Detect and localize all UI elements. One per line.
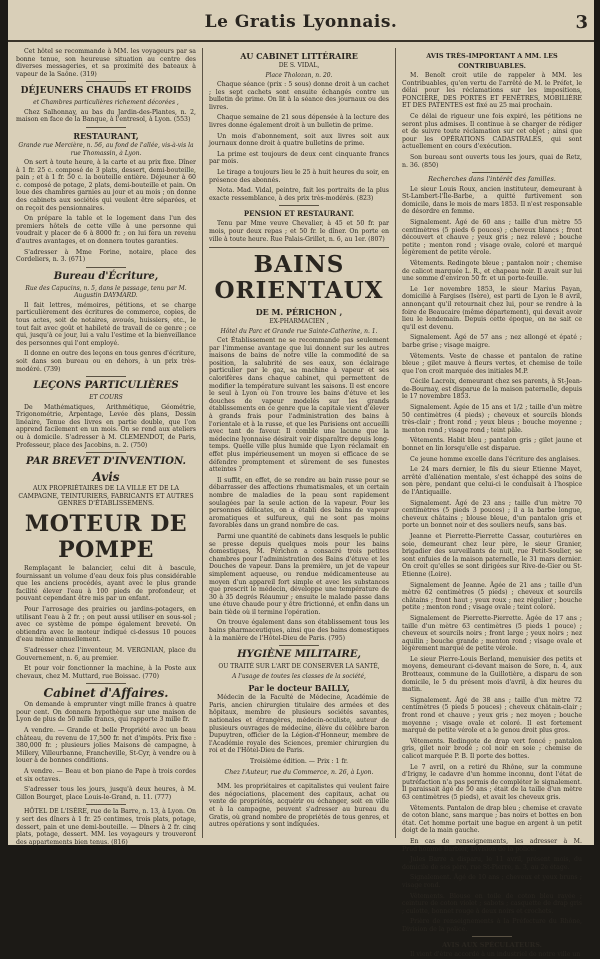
avis-contribuables-heading: AVIS TRÈS-IMPORTANT A MM. LES CONTRIBUABLES.: [426, 52, 558, 70]
bureau-heading: Bureau d'Écriture,: [53, 270, 159, 282]
moteur-text: Et pour voir fonctionner la machine, à la Poste aux chevaux, chez M. Muttard, rue Boissac. (770): [16, 665, 196, 680]
divider: [86, 683, 126, 684]
recherches-text: Vêtements. Redingote bleue ; pantalon noir ; chemise de calicot marquée L. R., et chapeau noir. Il avait sur lui une somme d'environ 50 fr. et un porte-feuille.: [402, 259, 582, 283]
restaurant-text: On prépare la table et le logement dans l'un des premiers hôtels de cette ville à une personne qui voudrait y placer de 6 à 8000 fr. ; on lui fera un revenu d'autres avantages, et on donnera toutes garanties.: [16, 215, 196, 245]
divider: [86, 452, 126, 453]
speculateurs-heading: AVIS AUX SPÉCULATEURS.: [442, 941, 542, 950]
cabinet-litteraire-text: Le tirage a toujours lieu le 25 à huit heures du soir, en présence des abonnés.: [209, 168, 389, 184]
speculateurs-text: Il vient d'être accordé à un industriel de notre ville un: [410, 951, 581, 959]
recherches-text: Ce jeune homme excelle dans l'écriture des anglaises.: [410, 455, 581, 463]
avis-contribuables-text: Son bureau sont ouverts tous les jours, quai de Retz, n. 36. (850): [402, 153, 582, 169]
recherches-text: Jules Barre a disparu, le 11 avril, présent mois, du domicile de ses père, rue St-Pierre, n. 3, au 2e étage.: [402, 856, 582, 871]
lecons-text: De Mathématiques, Arithmétique, Géométrie, Trigonométrie, Arpentage, Levée des plans, Dessin linéaire, Tenue des livres en partie double, que l'on apprend facilement en un mois. On se rend aux ateliers ou à domicile. S'adresser à M. CLEMENDOT, de Paris, Professeur, place des Jacobins, n. 2. (750): [16, 403, 196, 449]
recherches-text: Signalement. Âgé de 10 ans ; cheveux et yeux bruns ; visage rond.: [402, 874, 582, 889]
avis-contribuables-text: M. Benoît croit utile de rappeler à MM. les Contribuables, qu'en vertu de l'arrêté de M. le Préfet, le délai pour les réclamations sur les impositions, FONCIÈRE, DES PORTES ET FENÊTRES, MOBILIÈRE ET DES PATENTES est fixé au 25 mai prochain.: [402, 72, 582, 110]
moteur-text: Remplaçant le balancier, celui dit à bascule, fournissant un volume d'eau deux fois plus considérable que les anciens procédés, ayant avec le plus grande facilité élever l'eau à 100 pieds de profondeur, et pouvant cependant être mis par un enfant.: [16, 564, 196, 603]
cabinet-text: S'adresser tous les jours, jusqu'à deux heures, à M. Gillon Bourget, place Louis-le-Grand, n. 11. (777): [16, 786, 196, 801]
divider: [279, 779, 319, 780]
recherches-text: Prière de renseignements à la Préfecture du Rhône, Division de la police.: [402, 918, 582, 933]
recherches-text: Vêtements. Pantalon de drap bleu ; chemise et cravate de coton blanc, sans marque ; bas noirs et bottes en bon état. Cet homme portait une bague en argent à un petit doigt de la main gauche.: [402, 804, 582, 835]
restaurant-text: S'adresser à Mme Forine, notaire, place des Cordeliers, n. 3. (671): [16, 248, 196, 264]
moteur-heading: MOTEUR DE POMPE: [24, 510, 188, 563]
recherches-heading: Recherches dans l'intérêt des familles.: [428, 175, 556, 184]
column-rule: [202, 48, 203, 838]
page-number: 3: [575, 12, 588, 33]
bureau-address: Rue des Capucins, n. 5, dans le passage, tenu par M. Augustin DAYMARD.: [25, 284, 187, 300]
recherches-text: Le 1er novembre 1853, le sieur Marius Payan, domicilié à Fargises (Isère), est parti de Lyon le 8 avril, annonçant qu'il retournait chez lui, pour se rendre à la foire de Beaucaire (même département), qui devait avoir lieu le lendemain. Depuis cette époque, on ne sait ce qu'il est devenu.: [402, 285, 582, 331]
divider: [86, 376, 126, 377]
recherches-text: Vêtements. Redingote de drap vert foncé ; pantalon gris, gilet noir brodé ; col noir en soie ; chemise de calicot marquée P. B. Il porte des bottes.: [402, 737, 582, 760]
moteur-text: S'adresser chez l'inventeur, M. VERGNIAN, place du Gouvernement, n. 6, au premier.: [16, 646, 196, 662]
cabinet-litteraire-text: Un mois d'abonnement, soit aux livres soit aux journaux donne droit à quatre bulletins de prime.: [209, 132, 389, 148]
bains-owner: DE M. PÉRICHON ,: [255, 307, 343, 318]
cabinet-heading: Cabinet d'Affaires.: [43, 686, 169, 701]
recherches-text: Cécile Lacroix, demeurant chez ses parents, à St-Jean-de-Bournay, est disparue de la maison paternelle, depuis le 17 novembre 1853.: [402, 378, 582, 401]
hygiene-author: Par le docteur BAILLY,: [248, 683, 350, 694]
newspaper-page: [8, 0, 594, 959]
column-rule: [395, 48, 396, 838]
column-3: [402, 48, 582, 959]
running-head: [8, 12, 594, 42]
restaurant-text: On sert à toute heure, à la carte et au prix fixe. Dîner à 1 fr. 25 c. composé de 3 plats, dessert, demi-bouteille, pain ; et à 1 fr. 50 c. la bouteille entière. Déjeuner à 60 c. composé de potage, 2 plats, demi-bouteille et pain. On loue des chambres garnies au jour et au mois ; on donne des cabinets aux sociétés qui veulent être séparées, et on reçoit des pensionnaires.: [16, 159, 196, 212]
cabinet-litteraire-owner: DE S. VIDAL,: [278, 62, 320, 69]
cabinet-litteraire-text: Chaque semaine de 21 sous dépensée à la lecture des livres donne également droit à un bulletin de prime.: [209, 114, 389, 129]
hygiene-subtitle: OU TRAITÉ SUR L'ART DE CONSERVER LA SANTÉ,: [218, 663, 380, 671]
dejeuners-subheading: et Chambres particulières richement décorées ,: [33, 99, 179, 107]
hygiene-heading: HYGIÈNE MILITAIRE,: [237, 649, 361, 661]
cabinet-litteraire-text: La prime est toujours de deux cent cinquante francs par mois.: [209, 150, 389, 166]
recherches-text: Vêtements. Habit bleu ; pantalon gris ; gilet jaune et bonnet en lin lorsqu'elle est disparue.: [402, 437, 582, 453]
bains-text: Parmi une quantité de cabinets dans lesquels le public se presse depuis quelques mois pour les bains domestiques, M. Périchon a consacré trois petites chambres pour l'administration des Bains d'étuve et les Douches de vapeur. Dans la première, un jet de vapeur simplement aqueuse, ou rendue médicamenteuse au moyen d'un appareil fort simple et avec les substances que prescrit le médecin, développe une température de 30 à 35 degrés Réaumur ; ensuite le malade passe dans une étuve chaude pour y être frictionné, et enfin dans un bain tiède où il termine l'opération.: [209, 532, 389, 616]
recherches-text: Le sieur Louis Roux, ancien instituteur, demeurant à St-Lambert-l'Île-Barbe, a quitté furtivement son domicile, dans le mois de mars 1853. Il n'est responsable de désordre en femme.: [402, 185, 582, 216]
hotel-intro: Cet hôtel se recommande à MM. les voyageurs par sa bonne tenue, son heureuse situation au centre des diverses messageries, et sa proximité des bateaux à vapeur de la Saône. (319): [16, 48, 196, 78]
column-1: [16, 48, 196, 846]
divider: [279, 205, 319, 206]
column-2: [209, 48, 389, 838]
recherches-text: Vêtements. Blouse en toile de coton bleu rayée ; ceinture de coton violet ; sabots ; casquette de drap gris ; culotte, bonnet rouge à deux noirs et crochets.: [402, 892, 582, 915]
recherches-text: Signalement. Âgée de 15 ans et 1/2 ; taille d'un mètre 50 centimètres (4 pieds) ; cheveux et sourcils blonds très-clair ; front rond ; yeux bleus ; bouche moyenne ; menton rond ; visage rond ; teint pâle.: [402, 404, 582, 434]
cabinet-text: On demande à emprunter vingt mille francs à quatre pour cent. On donnera hypothèque sur une maison de Lyon de plus de 50 mille francs, qui rapporte 3 mille fr.: [16, 701, 196, 724]
recherches-text: Le 24 mars dernier, le fils du sieur Etienne Mayet, arrêté d'aliénation mentale, s'est échappé des soins de son père, pendant que celui-ci le conduisait à l'hospice de l'Antiquaille.: [402, 466, 582, 496]
divider: [86, 804, 126, 805]
recherches-text: Signalement. Âgé de 23 ans ; taille d'un mètre 70 centimètres (5 pieds 3 pouces) ; il a la barbe longue, cheveux châtains ; blouse bleue, d'un pantalon gris et porte un bonnet noir et des souliers neufs, sans bas.: [402, 499, 582, 530]
brevet-heading: PAR BREVET D'INVENTION.: [26, 456, 186, 468]
cabinet-litteraire-heading: AU CABINET LITTÉRAIRE: [240, 51, 358, 61]
hygiene-subtitle: A l'usage de toutes les classes de la société,: [232, 672, 366, 680]
cabinet-litteraire-text: Chaque séance (prix : 5 sous) donne droit à un cachet ; les sept cachets sont ensuite échangés contre un bulletin de prime. On lit à la séance des journaux ou des livres.: [209, 81, 389, 111]
cabinet-text: A vendre. — Beau et bon piano de Pape à trois cordes et six octaves.: [16, 768, 196, 783]
divider: [472, 936, 512, 937]
recherches-text: Le sieur Pierre-Louis Berland, menuisier des petits et moyens, demeurant ci-devant maison de Sore, n. 4, aux Brotteaux, commune de la Guillotière, a disparu de son domicile, le 5 du présent mois d'avril, à dix heures du matin.: [402, 655, 582, 694]
recherches-text: Vêtements. Veste de chasse et pantalon de ratine bleue ; gilet mauve à fleurs vertes, et chemise de toile que l'on croit marquée des initiales M.P.: [402, 352, 582, 375]
bureau-text: Il fait lettres, mémoires, pétitions, et se charge particulièrement des écritures de commerce, copies, de tous actes, soit de notaires, avoués, huissiers, etc., le tout fait avec goût et habileté de travail de ce genre ; ce qui, jusqu'à ce jour, lui a valu l'estime et la bienveillance des personnes qui l'ont employé.: [16, 301, 196, 347]
capitalistes-text: MM. les propriétaires et capitalistes qui veulent faire des négociations, placement des capitaux, achat ou vente de propriétés, acquérir ou échanger, soit en ville et à la campagne, peuvent s'adresser au bureau du Gratis, où grand nombre de propriétés de tous genres, et autres opérations y sont indiquées.: [209, 783, 389, 829]
avis-contribuables-text: Ce délai de rigueur une fois expiré, les pétitions ne seront plus admises. Il continue à se charger de rédiger et de suivre toute réclamation sur cet objet ; ainsi que pour les OPÉRATIONS CADASTRALES, qui sont actuellement en cours d'exécution.: [402, 112, 582, 151]
moteur-text: Pour l'arrosage des prairies ou jardins-potagers, en utilisant l'eau à 2 fr. ; on peut aussi utiliser en sous-sol ; avec ce système de pompe également breveté. On obtiendra avec le moteur indiqué ci-dessus 10 pouces d'eau même annuellement.: [16, 605, 196, 644]
avis-text: AUX PROPRIÉTAIRES DE LA VILLE ET DE LA CAMPAGNE, TEINTURIERS, FABRICANTS ET AUTRES GENRES D'ÉTABLISSEMENS.: [18, 485, 194, 508]
dejeuners-text: Chez Salhonnay, au bas du Jardin-des-Plantes, n. 2, maison en face de la Banque, à l'entresol, à Lyon. (553): [16, 108, 196, 124]
recherches-text: Le 7 avril, on a retiré du Rhône, sur la commune d'Irigny, le cadavre d'un homme inconnu, dont l'état de putréfaction n'a pas permis de compléter le signalement. Il paraissait âgé de 50 ans ; était de la taille d'un mètre 63 centimètres (5 pieds), et avait les cheveux gris.: [402, 763, 582, 801]
bains-text: Il suffit, en effet, de se rendre au bain russe pour se débarrasser des affections rhumatismales, et un certain nombre de maladies de la peau sont rapidement soulagées par la seule action de la vapeur. Pour les personnes délicates, on a établi des bains de vapeur aromatiques et sulfureux, qui ne sont pas moins favorables dans un grand nombre de cas.: [209, 476, 389, 530]
divider: [279, 645, 319, 646]
restaurant-heading: RESTAURANT,: [73, 131, 139, 142]
recherches-text: En cas de renseignements, les adresser à M. Prud'homme Barbier, Division de la police.: [402, 837, 582, 853]
dejeuners-heading: DÉJEUNERS CHAUDS ET FROIDS: [20, 86, 192, 97]
recherches-text: Signalement. Âgé de 60 ans ; taille d'un mètre 55 centimètres (5 pieds 6 pouces) ; cheveux blancs ; front découvert et chauve ; yeux gris ; nez relevé ; bouche petite ; menton rond ; visage ovale, coloré et marqué légèrement de petite vérole.: [402, 219, 582, 257]
recherches-text: Signalement. Âgé de 57 ans ; nez allongé et épaté ; barbe grise ; visage maigre.: [402, 334, 582, 349]
recherches-text: Signalement. Âgé de 38 ans ; taille d'un mètre 72 centimètres (5 pieds 5 pouces) ; cheveux châtain-clair ; front rond et chauve ; yeux gris ; nez moyen ; bouche moyenne ; visage ovale et coloré. Il est fortement marqué de petite vérole et a le genou droit plus gros.: [402, 696, 582, 735]
pension-text: Tenu par Mme veuve Chevalier, à 45 et 50 fr. par mois, pour deux repas ; et 50 fr. le dîner. On porte en ville à toute heure. Rue Palais-Grillet, n. 6, au 1er. (807): [209, 220, 389, 243]
bains-heading: BAINS ORIENTAUX: [214, 251, 384, 305]
recherches-text: Signalement de Pierrette-Pierrette. Âgée de 17 ans ; taille d'un mètre 63 centimètres (5 pieds 1 pouce) ; cheveux et sourcils noirs ; front large ; yeux noirs ; nez aquilin ; bouche grande ; menton rond ; visage ovale et légèrement marqué de petite vérole.: [402, 614, 582, 653]
recherches-text: Signalement de Jeanne. Âgée de 21 ans ; taille d'un mètre 62 centimètres (5 pieds) ; cheveux et sourcils châtains ; front haut ; yeux roux ; nez régulier ; bouche petite ; menton rond ; visage ovale ; teint coloré.: [402, 581, 582, 612]
restaurant-address: Grande rue Mercière, n. 56, au fond de l'allée, vis-à-vis la rue Thomassin, à Lyon.: [18, 142, 194, 157]
divider: [86, 81, 126, 82]
bains-address: Hôtel du Parc et Grande rue Sainte-Catherine, n. 1.: [220, 327, 378, 335]
hotel-isere-text: HÔTEL DE L'ISÈRE, rue de la Barre, n. 13, à Lyon. On y sert des dîners à 1 fr. 25 centimes, trois plats, potage, dessert, pain et une demi-bouteille. — Dîners à 2 fr. cinq plats, potage, dessert. MM. les voyageurs y trouveront des appartements bien tenus. (816): [16, 808, 196, 846]
bains-text: On trouve également dans son établissement tous les bains pharmaceutiques, ainsi que des bains domestiques à la manière de l'Hôtel-Dieu de Paris. (795): [209, 619, 389, 642]
bains-text: Cet Établissement ne se recommande pas seulement par l'immense avantage que lui donnent sur les autres maisons de bains de notre ville la commodité de sa position, la salubrité de ses eaux, son éclairage particulier par le gaz, sa machine à vapeur et ses calorifères dans chaque cabinet, qui permettent de modifier la température suivant les saisons. Il est encore le seul à Lyon où l'on trouve les bains d'étuve et les douches de vapeur modelés sur les grands établissements en ce genre que la capitale vient d'élever à grands frais pour l'administration des bains à l'orientale et à la russe, et que les Parisiens ont accueilli avec tant de faveur. Il comble une lacune que la médecine lyonnaise désirait voir disparaître depuis long-temps. Quelle ville plus humide que Lyon réclamait en effet plus impérieusement un moyen si efficace de se défendre promptement et sûrement de ses funestes atteintes ?: [209, 337, 389, 474]
hygiene-edition: Troisième édition. — Prix : 1 fr.: [249, 758, 348, 765]
divider: [86, 267, 126, 268]
newspaper-title: Le Gratis Lyonnais.: [204, 12, 398, 32]
cabinet-litteraire-address: Place Tholozan, n. 20.: [265, 71, 333, 79]
lecons-subheading: ET COURS: [89, 394, 123, 402]
divider: [86, 127, 126, 128]
recherches-text: Jeanne et Pierrette-Pierrette Cassar, couturières en soie, demeurant chez leur père, le sieur Granier, brigadier des surveillants de nuit, rue Petit-Soulier, se sont enfuies de la maison paternelle, le 31 mars dernier. On croit qu'elles se sont dirigées sur Rive-de-Gier ou St-Etienne (Loire).: [402, 532, 582, 578]
bureau-text: Il donne en outre des leçons en tous genres d'écriture, soit dans son bureau ou en dehors, à un prix très-modéré. (739): [16, 350, 196, 373]
lecons-heading: LEÇONS PARTICULIÈRES: [33, 380, 179, 392]
cabinet-litteraire-text: Nota. Mad. Vidal, peintre, fait les portraits de la plus exacte ressemblance, à des prix très-modérés. (823): [209, 187, 389, 202]
hygiene-address: Chez l'Auteur, rue du Commerce, n. 26, à Lyon.: [224, 768, 374, 776]
pension-heading: PENSION ET RESTAURANT.: [243, 209, 355, 219]
hygiene-text: Médecin de la Faculté de Médecine, Académie de Paris, ancien chirurgien titulaire des armées et des hôpitaux, membre de plusieurs sociétés savantes, nationales et étrangères, médecin-oculiste, auteur de plusieurs ouvrages de médecine, élève du célèbre baron Dupuytren, officier de la Légion-d'Honneur, membre de l'Académie royale des Sciences, premier chirurgien du roi et de l'Hôtel-Dieu de Paris.: [209, 694, 389, 755]
divider: [209, 247, 389, 248]
avis-heading: Avis: [92, 470, 120, 485]
bains-profession: EX-PHARMACIEN ,: [269, 318, 329, 326]
cabinet-text: A vendre. — Grande et belle Propriété avec un beau château, du revenu de 17,500 fr. net d'impôts. Prix fixe : 380,000 fr. ; plusieurs jolies Maisons de campagne, à Millery, Villeurbanne, Francheville, St-Cyr, à vendre ou à louer à de bonnes conditions.: [16, 727, 196, 765]
divider: [472, 172, 512, 173]
